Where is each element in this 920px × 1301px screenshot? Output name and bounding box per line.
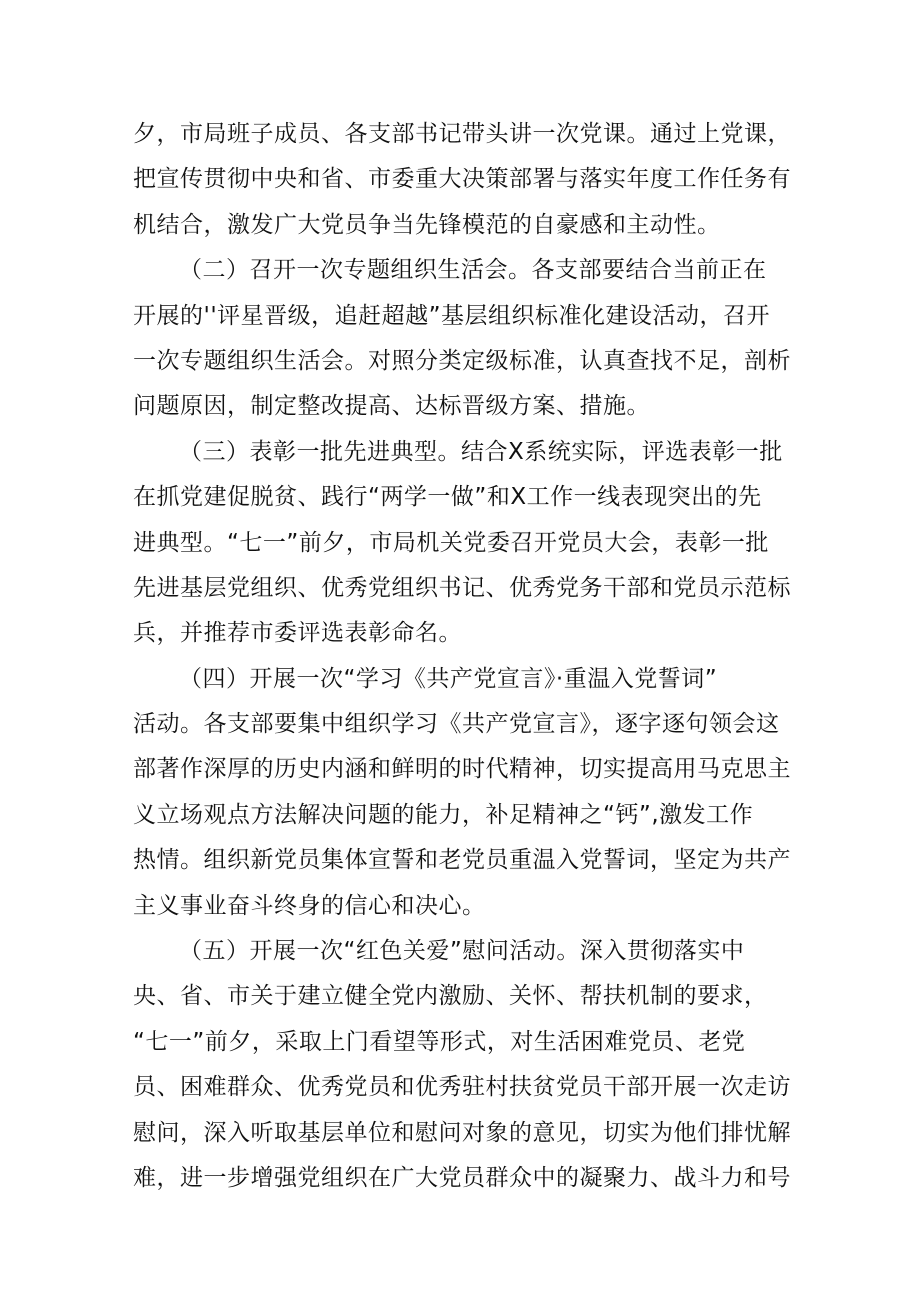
text-line: 在抓党建促脱贫、践行“两学一做”和X工作一线表现突出的先 — [133, 484, 762, 511]
text-line: 慰问，深入听取基层单位和慰问对象的意见，切实为他们排忧解 — [133, 1119, 791, 1146]
document-body — [133, 112, 793, 1201]
text-line: 把宣传贯彻中央和省、市委重大决策部署与落实年度工作任务有 — [133, 166, 791, 193]
text-line: 热情。组织新党员集体宣誓和老党员重温入党誓词，坚定为共产 — [133, 847, 791, 874]
text-line: 兵，并推荐市委评选表彰命名。 — [133, 620, 462, 647]
paragraph-start-line: （四）开展一次“学习《共产党宣言》·重温入党誓词” — [179, 665, 718, 692]
text-line: 部著作深厚的历史内涵和鲜明的时代精神，切实提高用马克思主 — [133, 756, 791, 783]
text-line: 主义事业奋斗终身的信心和决心。 — [133, 892, 486, 919]
text-line: 先进基层党组织、优秀党组织书记、优秀党务干部和党员示范标 — [133, 574, 791, 601]
paragraph-start-line: （二）召开一次专题组织生活会。各支部要结合当前正在 — [179, 257, 767, 284]
paragraph-start-line: （三）表彰一批先进典型。结合X系统实际，评选表彰一批 — [179, 438, 783, 465]
text-line: 活动。各支部要集中组织学习《共产党宣言》，逐字逐句领会这 — [133, 711, 780, 738]
text-line: “七一”前夕，采取上门看望等形式，对生活困难党员、老党 — [133, 1028, 746, 1055]
paragraph-start-line: （五）开展一次“红色关爱”慰问活动。深入贯彻落实中 — [179, 938, 745, 965]
text-line: 一次专题组织生活会。对照分类定级标准，认真查找不足，剖析 — [133, 347, 791, 374]
text-line: 进典型。“七一”前夕，市局机关党委召开党员大会，表彰一批 — [133, 529, 769, 556]
text-line: 夕，市局班子成员、各支部书记带头讲一次党课。通过上党课， — [133, 121, 791, 147]
text-line: 义立场观点方法解决问题的能力，补足精神之“钙”,激发工作 — [133, 801, 754, 828]
text-line: 开展的''评星晋级，追赶超越”基层组织标准化建设活动，召开 — [133, 302, 771, 329]
text-line: 难，进一步增强党组织在广大党员群众中的凝聚力、战斗力和号 — [133, 1164, 791, 1191]
text-line: 问题原因，制定整改提高、达标晋级方案、措施。 — [133, 393, 650, 420]
text-line: 机结合，激发广大党员争当先锋模范的自豪感和主动性。 — [133, 211, 721, 238]
text-line: 员、困难群众、优秀党员和优秀驻村扶贫党员干部开展一次走访 — [133, 1074, 791, 1101]
text-line: 央、省、市关于建立健全党内激励、关怀、帮扶机制的要求， — [133, 983, 768, 1010]
